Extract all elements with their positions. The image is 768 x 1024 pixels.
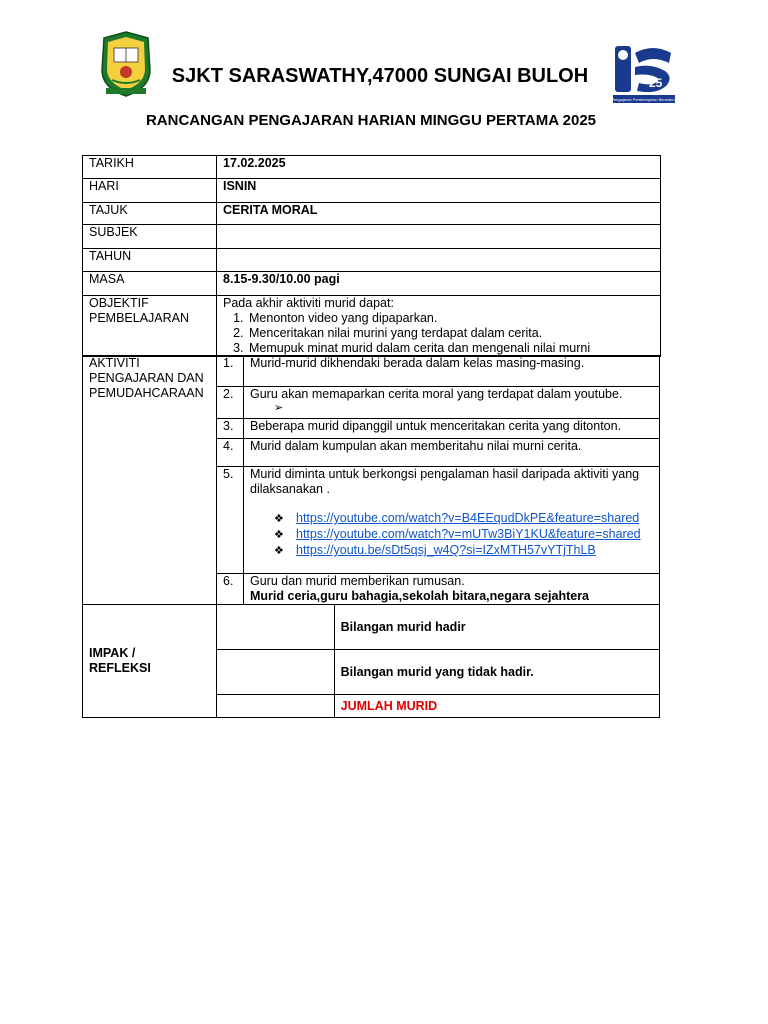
document-title: RANCANGAN PENGAJARAN HARIAN MINGGU PERTAMA 2025 bbox=[145, 112, 597, 129]
tajuk-value: CERITA MORAL bbox=[217, 203, 661, 225]
activity-text: Murid-murid dikhendaki berada dalam kelas masing-masing. bbox=[244, 356, 660, 387]
objektif-cell bbox=[217, 296, 661, 357]
activities-table bbox=[82, 355, 660, 718]
masa-value: 8.15-9.30/10.00 pagi bbox=[217, 272, 661, 296]
objektif-intro: Pada akhir aktiviti murid dapat: bbox=[223, 296, 394, 310]
school-crest-icon bbox=[98, 30, 154, 98]
jumlah-murid-label: JUMLAH MURID bbox=[334, 695, 659, 718]
diamond-bullet-icon: ❖ bbox=[274, 529, 284, 541]
masa-label: MASA bbox=[83, 272, 217, 296]
subjek-label: SUBJEK bbox=[83, 225, 217, 249]
diamond-bullet-icon: ❖ bbox=[274, 545, 284, 557]
impak-row-label: Bilangan murid hadir bbox=[334, 605, 659, 650]
logo-caption: Pengajaran Pembelajaran Bermakna bbox=[613, 97, 675, 102]
activity-cell bbox=[244, 467, 660, 574]
objektif-list bbox=[223, 311, 654, 356]
activity-text: Beberapa murid dipanggil untuk menceritakan cerita yang ditonton. bbox=[244, 419, 660, 439]
svg-text:25: 25 bbox=[649, 76, 663, 90]
activities-label: AKTIVITI PENGAJARAN DAN PEMUDAHCARAAN bbox=[83, 356, 217, 605]
kpm-25-logo-icon bbox=[613, 43, 675, 105]
activity-text: Murid dalam kumpulan akan memberitahu nilai murni cerita. bbox=[244, 439, 660, 467]
link-item bbox=[274, 527, 653, 543]
activity-num: 1. bbox=[217, 356, 244, 387]
hari-label: HARI bbox=[83, 179, 217, 203]
objektif-item: 3. Memupuk minat murid dalam cerita dan mengenali nilai murni bbox=[247, 341, 654, 356]
impak-label: IMPAK / REFLEKSI bbox=[83, 605, 217, 718]
youtube-links-list bbox=[250, 511, 653, 559]
objektif-label: OBJEKTIF PEMBELAJARAN bbox=[83, 296, 217, 357]
diamond-bullet-icon: ❖ bbox=[274, 513, 284, 525]
objektif-item: 2. Menceritakan nilai murini yang terdapat dalam cerita. bbox=[247, 326, 654, 341]
impak-value bbox=[217, 650, 335, 695]
activity-cell bbox=[244, 574, 660, 605]
youtube-link[interactable]: https://youtu.be/sDt5qsj_w4Q?si=IZxMTH57vYTjThLB bbox=[296, 543, 596, 557]
impak-value bbox=[217, 605, 335, 650]
tarikh-label: TARIKH bbox=[83, 156, 217, 179]
arrow-bullet-icon: ➢ bbox=[274, 402, 284, 414]
hari-value: ISNIN bbox=[217, 179, 661, 203]
activity-num: 2. bbox=[217, 387, 244, 419]
link-item bbox=[274, 543, 653, 559]
activity-num: 3. bbox=[217, 419, 244, 439]
youtube-link[interactable]: https://youtube.com/watch?v=mUTw3BiY1KU&feature=shared bbox=[296, 527, 641, 541]
activity-text: Guru dan murid memberikan rumusan. bbox=[250, 574, 465, 588]
tahun-label: TAHUN bbox=[83, 249, 217, 272]
activity-num: 4. bbox=[217, 439, 244, 467]
lesson-info-table bbox=[82, 155, 661, 357]
activity-text: Murid diminta untuk berkongsi pengalaman hasil daripada aktiviti yang dilaksanakan . bbox=[250, 467, 640, 496]
tajuk-label: TAJUK bbox=[83, 203, 217, 225]
activity-num: 5. bbox=[217, 467, 244, 574]
activity-text: Guru akan memaparkan cerita moral yang terdapat dalam youtube. bbox=[250, 387, 623, 401]
motto-text: Murid ceria,guru bahagia,sekolah bitara,negara sejahtera bbox=[250, 589, 590, 603]
tahun-value bbox=[217, 249, 661, 272]
tarikh-value: 17.02.2025 bbox=[217, 156, 661, 179]
objektif-item: 1. Menonton video yang dipaparkan. bbox=[247, 311, 654, 326]
impak-value bbox=[217, 695, 335, 718]
school-name: SJKT SARASWATHY,47000 SUNGAI BULOH bbox=[171, 65, 589, 87]
impak-row-label: Bilangan murid yang tidak hadir. bbox=[334, 650, 659, 695]
activity-num: 6. bbox=[217, 574, 244, 605]
subjek-value bbox=[217, 225, 661, 249]
activity-cell bbox=[244, 387, 660, 419]
link-item bbox=[274, 511, 653, 527]
youtube-link[interactable]: https://youtube.com/watch?v=B4EEqudDkPE&feature=shared bbox=[296, 511, 640, 525]
